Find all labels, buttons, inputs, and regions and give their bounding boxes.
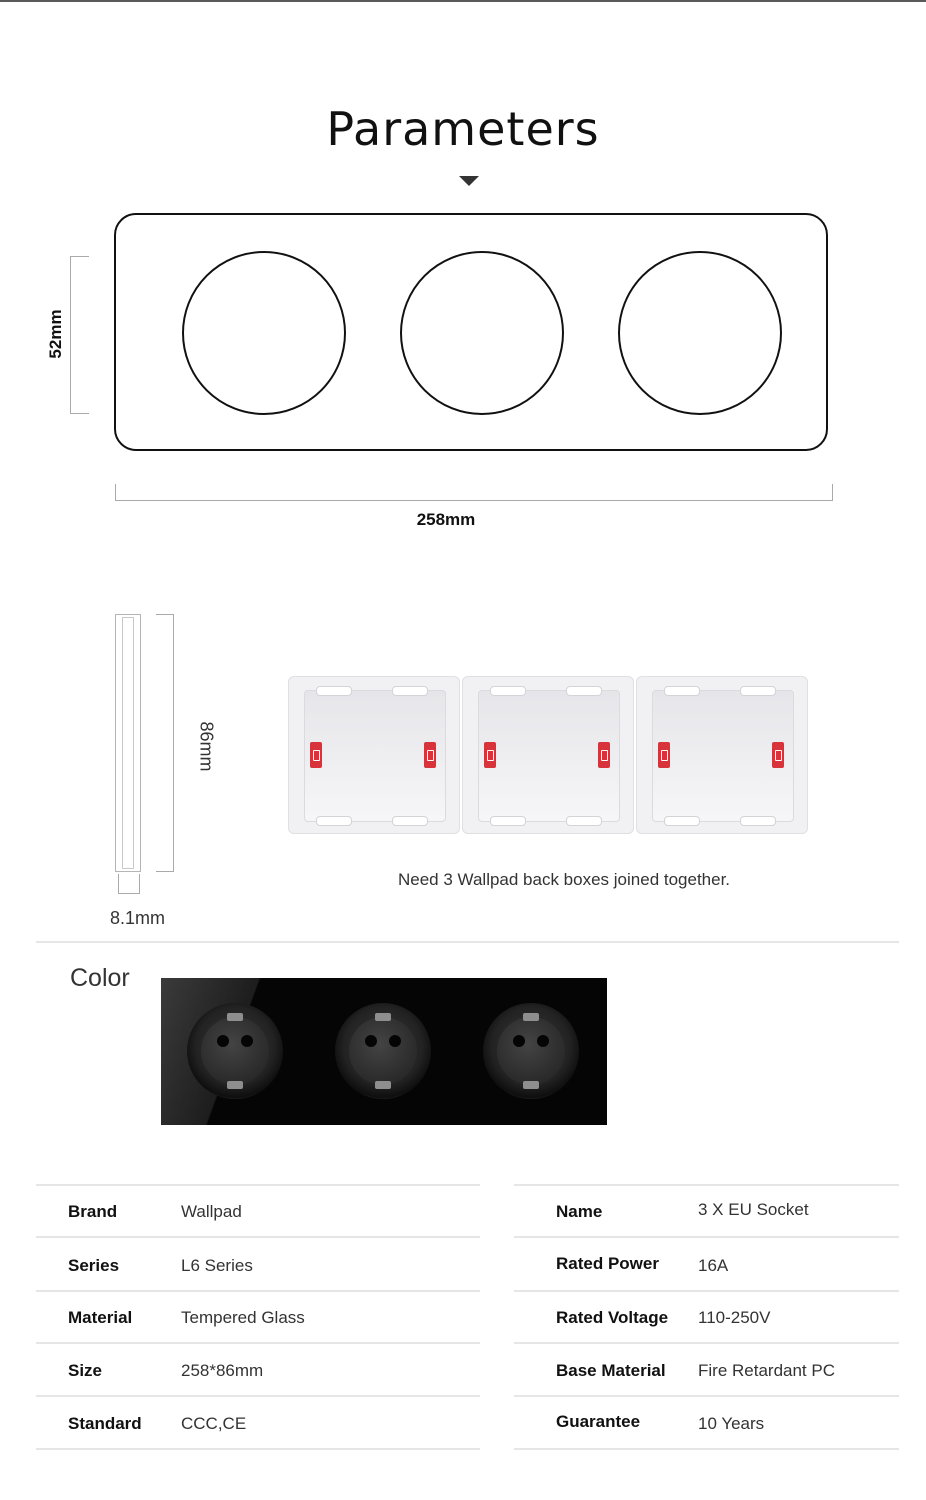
pin-hole <box>537 1035 549 1047</box>
color-heading: Color <box>70 964 130 992</box>
spec-row <box>514 1240 899 1292</box>
spec-value: 10 Years <box>698 1414 765 1433</box>
spec-value: 16A <box>698 1256 729 1275</box>
knockout <box>664 816 700 826</box>
eu-socket-2 <box>335 1003 431 1099</box>
spec-key: Series <box>68 1256 120 1275</box>
earth-contact <box>227 1013 243 1021</box>
spec-row <box>514 1345 899 1397</box>
knockout <box>664 686 700 696</box>
spec-row <box>36 1345 480 1397</box>
spec-row <box>514 1292 899 1344</box>
spec-row <box>36 1240 480 1292</box>
pin-hole <box>365 1035 377 1047</box>
knockout <box>490 686 526 696</box>
side-profile-diagram <box>115 614 141 872</box>
section-divider <box>36 941 899 943</box>
back-box-3 <box>636 676 808 834</box>
spec-value: 110-250V <box>698 1308 771 1327</box>
black-socket-panel-image <box>161 978 607 1125</box>
screw-clip <box>424 742 436 768</box>
knockout <box>490 816 526 826</box>
thickness-label: 8.1mm <box>110 908 166 928</box>
top-border <box>0 0 926 2</box>
knockout <box>316 816 352 826</box>
spec-value: 3 X EU Socket <box>698 1200 809 1219</box>
screw-clip <box>310 742 322 768</box>
earth-contact <box>523 1013 539 1021</box>
page-title: Parameters <box>326 102 600 156</box>
spec-row <box>514 1186 899 1238</box>
panel-outline-diagram <box>114 213 828 451</box>
height-label: 52mm <box>46 309 65 359</box>
knockout <box>392 686 428 696</box>
knockout <box>566 816 602 826</box>
spec-value: CCC,CE <box>181 1414 247 1433</box>
eu-socket-3 <box>483 1003 579 1099</box>
screw-clip <box>658 742 670 768</box>
spec-key: Standard <box>68 1414 142 1433</box>
earth-contact <box>375 1081 391 1089</box>
back-box-2 <box>462 676 634 834</box>
earth-contact <box>227 1081 243 1089</box>
spec-row <box>514 1398 899 1450</box>
thickness-dimension-line <box>118 874 140 894</box>
socket-outline-1 <box>182 251 346 415</box>
socket-outline-3 <box>618 251 782 415</box>
width-dimension-line <box>115 484 833 501</box>
height-dimension-line <box>70 256 89 414</box>
depth-dimension-line <box>156 614 174 872</box>
socket-face <box>497 1017 565 1085</box>
spec-value: Fire Retardant PC <box>698 1361 835 1380</box>
socket-outline-2 <box>400 251 564 415</box>
spec-key: Size <box>68 1361 103 1380</box>
screw-clip <box>598 742 610 768</box>
down-arrow-icon <box>459 176 479 186</box>
screw-clip <box>484 742 496 768</box>
eu-socket-1 <box>187 1003 283 1099</box>
spec-key: Name <box>556 1202 603 1221</box>
pin-hole <box>241 1035 253 1047</box>
knockout <box>740 816 776 826</box>
earth-contact <box>523 1081 539 1089</box>
pin-hole <box>389 1035 401 1047</box>
pin-hole <box>513 1035 525 1047</box>
socket-face <box>349 1017 417 1085</box>
side-profile-inner <box>122 617 134 869</box>
knockout <box>566 686 602 696</box>
spec-row <box>36 1398 480 1450</box>
socket-face <box>201 1017 269 1085</box>
spec-key: Guarantee <box>556 1412 641 1431</box>
spec-row <box>36 1292 480 1344</box>
spec-row <box>36 1186 480 1238</box>
knockout <box>392 816 428 826</box>
knockout <box>316 686 352 696</box>
back-box-caption: Need 3 Wallpad back boxes joined together. <box>398 870 731 889</box>
spec-value: Wallpad <box>181 1202 242 1221</box>
spec-key: Brand <box>68 1202 118 1221</box>
pin-hole <box>217 1035 229 1047</box>
spec-key: Rated Power <box>556 1254 659 1273</box>
spec-key: Base Material <box>556 1361 666 1380</box>
width-label: 258mm <box>416 510 476 529</box>
earth-contact <box>375 1013 391 1021</box>
spec-value: L6 Series <box>181 1256 253 1275</box>
depth-label: 86mm <box>196 721 217 772</box>
spec-key: Material <box>68 1308 133 1327</box>
spec-key: Rated Voltage <box>556 1308 669 1327</box>
spec-value: Tempered Glass <box>181 1308 305 1327</box>
spec-value: 258*86mm <box>181 1361 264 1380</box>
screw-clip <box>772 742 784 768</box>
back-box-1 <box>288 676 460 834</box>
knockout <box>740 686 776 696</box>
